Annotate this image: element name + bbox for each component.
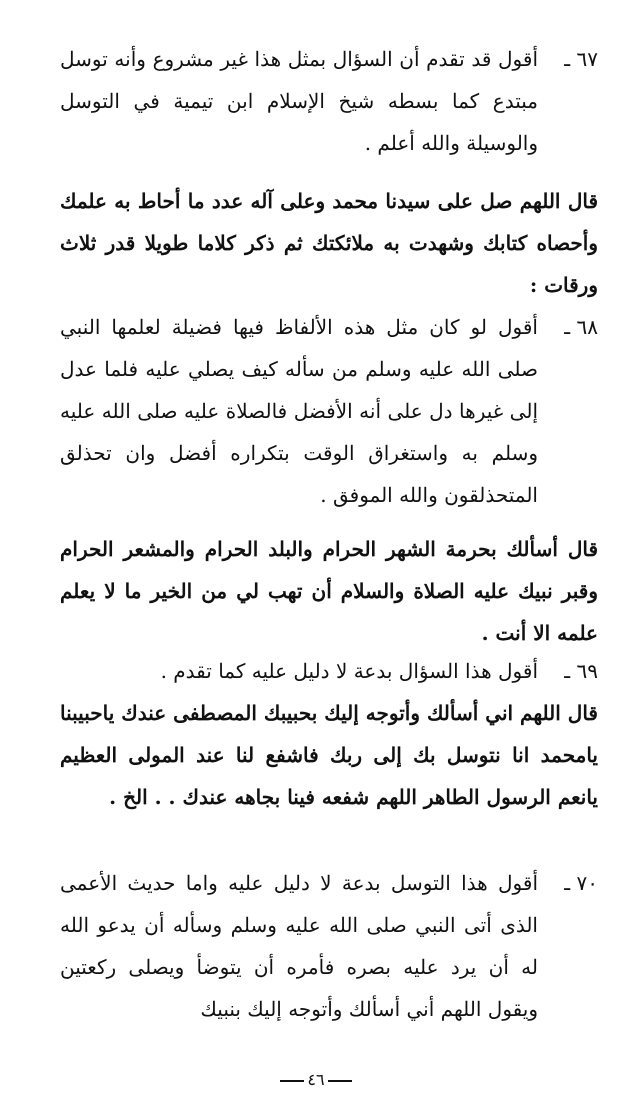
quote-block-3: قال اللهم اني أسألك وأتوجه إليك بحبيبك المصطفى عندك ياحبيبنا يامحمد انا نتوسل بك إلى ربك فاشفع لنا عند المولى العظيم يانعم الرسول الطاهر اللهم شفعه فينا بجاهه عندك . . الخ . (60, 701, 598, 809)
page-footer (0, 1070, 632, 1089)
paragraph-number: ٧٠ ـ (564, 871, 598, 895)
paragraph-number: ٦٩ ـ (564, 659, 598, 683)
paragraph-number: ٦٧ ـ (564, 47, 598, 71)
paragraph-69 (60, 650, 598, 692)
paragraph-text: أقول لو كان مثل هذه الألفاظ فيها فضيلة لعلمها النبي صلى الله عليه وسلم من سأله كيف يصلي عليه فلما عدل إلى غيرها دل على أنه الأفضل فالصلاة عليه صلى الله عليه وسلم به واستغراق الوقت بتكراره أفضل وان تحذلق المتحذلقون والله الموفق . (60, 315, 538, 507)
paragraph-68 (60, 306, 598, 516)
quote-block-1: قال اللهم صل على سيدنا محمد وعلى آله عدد ما أحاط به علمك وأحصاه كتابك وشهدت به ملائكتك ثم ذكر كلاما طويلا قدر ثلاث ورقات : (60, 189, 598, 297)
paragraph-number: ٦٨ ـ (564, 315, 598, 339)
paragraph-67 (60, 38, 598, 164)
page-number: ٤٦ (307, 1070, 325, 1089)
paragraph-text: أقول هذا التوسل بدعة لا دليل عليه واما حديث الأعمى الذى أتى النبي صلى الله عليه وسلم وسأله أن يدعو الله له أن يرد عليه بصره فأمره أن يتوضأ ويصلى ركعتين ويقول اللهم أني أسألك وأتوجه إليك بنبيك (60, 871, 538, 1021)
quote-block-2: قال أسألك بحرمة الشهر الحرام والبلد الحرام والمشعر الحرام وقبر نبيك عليه الصلاة والسلام أن تهب لي من الخير ما لا يعلم علمه الا أنت . (60, 537, 598, 645)
footer-dash-right (328, 1080, 352, 1082)
paragraph-text: أقول هذا السؤال بدعة لا دليل عليه كما تقدم . (160, 659, 538, 683)
paragraph-text: أقول قد تقدم أن السؤال بمثل هذا غير مشروع وأنه توسل مبتدع كما بسطه شيخ الإسلام ابن تيمية في التوسل والوسيلة والله أعلم . (60, 47, 538, 155)
footer-dash-left (280, 1080, 304, 1082)
paragraph-70 (60, 862, 598, 1030)
